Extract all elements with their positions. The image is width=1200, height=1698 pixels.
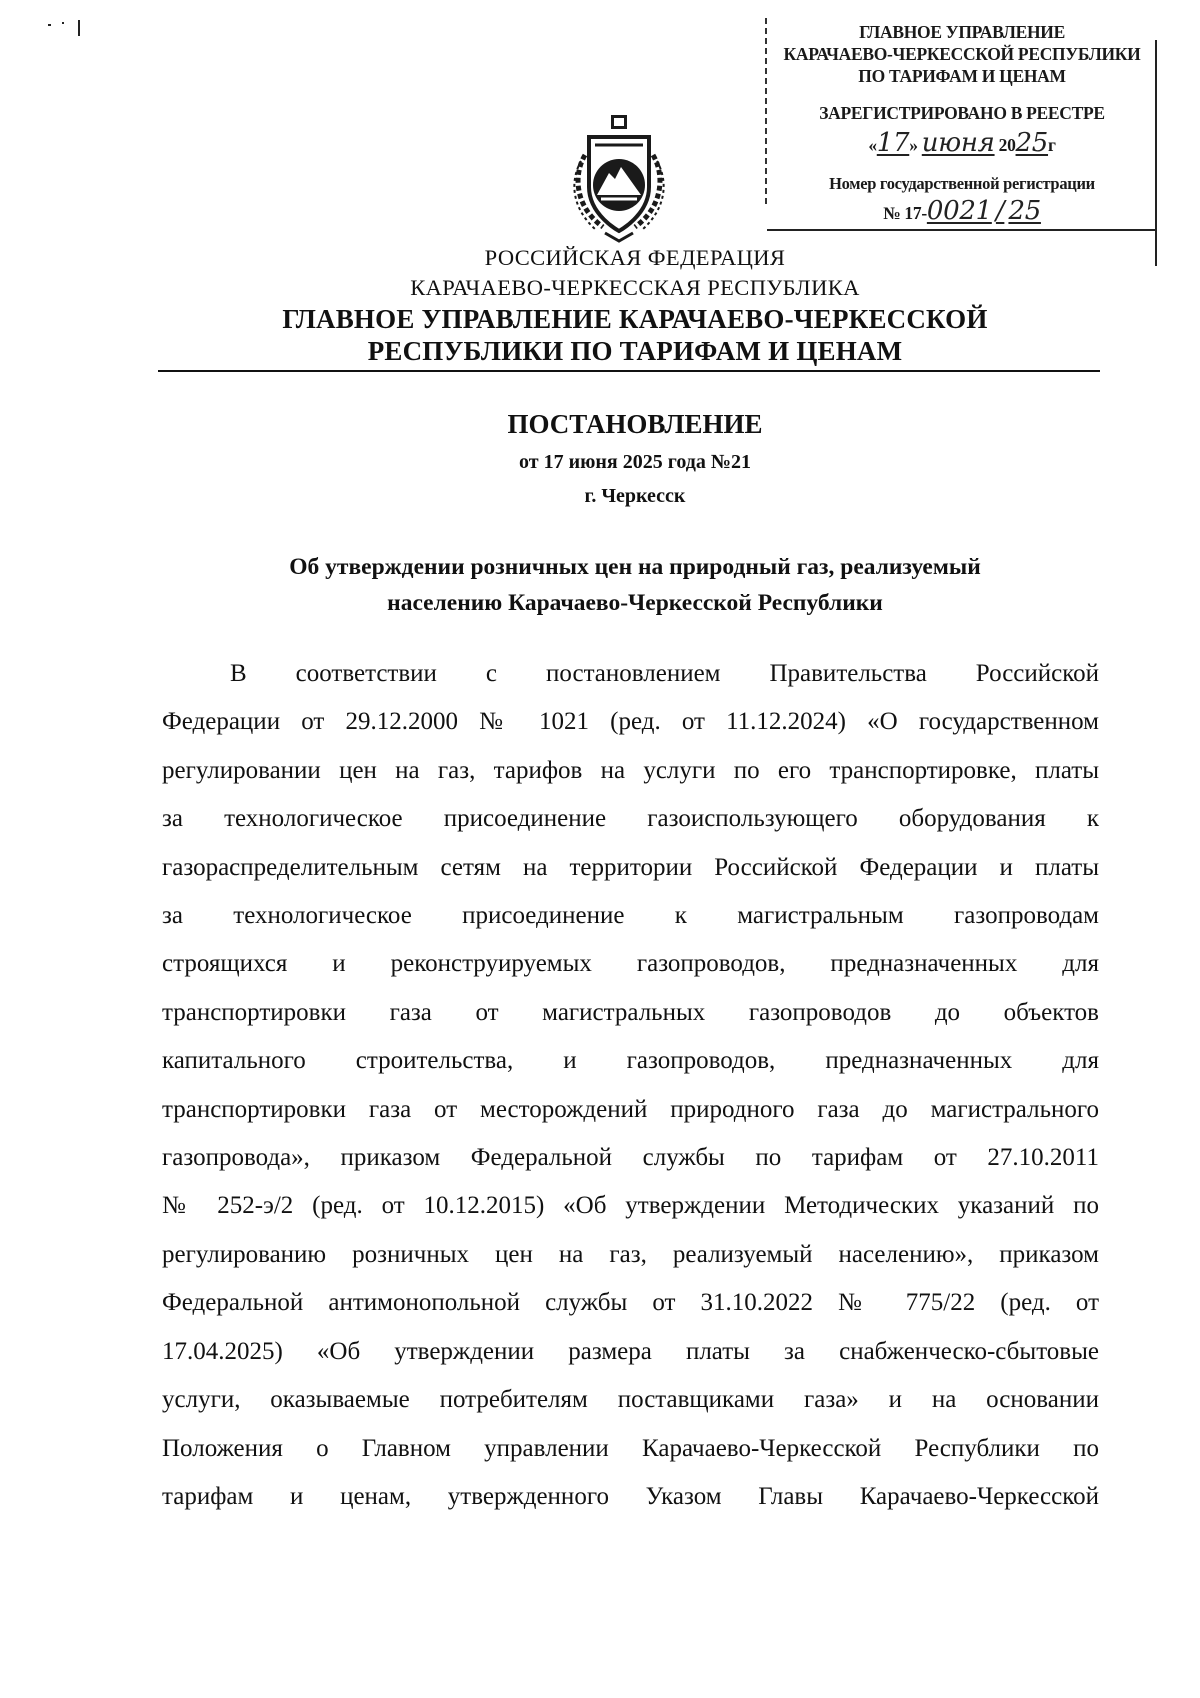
body-line: регулировании цен на газ, тарифов на услуги по его транспортировке, платы <box>162 756 1099 784</box>
stamp-reg-number <box>773 196 1151 226</box>
body-line: регулированию розничных цен на газ, реализуемый населению», приказом <box>162 1240 1099 1268</box>
stamp-date-day: 17 <box>876 128 910 158</box>
body-line: Положения о Главном управлении Карачаево-Черкесской Республики по <box>162 1434 1099 1462</box>
coat-of-arms-emblem <box>555 115 683 243</box>
body-line: за технологическое присоединение газоиспользующего оборудования к <box>162 805 1099 833</box>
stamp-authority-line1: ГЛАВНОЕ УПРАВЛЕНИЕ <box>859 22 1065 42</box>
header-country: РОССИЙСКАЯ ФЕДЕРАЦИЯ <box>484 245 786 270</box>
scan-speck <box>78 20 80 36</box>
document-body <box>162 650 1099 1521</box>
document-city: г. Черкесск <box>584 485 686 507</box>
body-line: газопровода», приказом Федеральной службы по тарифам от 27.10.2011 <box>162 1144 1099 1172</box>
stamp-frame-right <box>1155 40 1157 266</box>
body-line: газораспределительным сетям на территории Российской Федерации и платы <box>162 853 1099 881</box>
stamp-reg-number-value: 0021 <box>926 196 992 226</box>
stamp-reg-number-year: 25 <box>1008 196 1041 226</box>
header-republic: КАРАЧАЕВО-ЧЕРКЕССКАЯ РЕСПУБЛИКА <box>410 275 860 300</box>
stamp-authority-line2: КАРАЧАЕВО-ЧЕРКЕССКОЙ РЕСПУБЛИКИ <box>783 44 1141 64</box>
stamp-frame-bottom <box>767 229 1157 231</box>
body-line: № 252-э/2 (ред. от 10.12.2015) «Об утверждении Методических указаний по <box>162 1192 1099 1220</box>
body-line: Федерации от 29.12.2000 № 1021 (ред. от 11.12.2024) «О государственном <box>162 708 1099 736</box>
stamp-reg-number-separator: / <box>995 196 1005 226</box>
stamp-reg-number-label: Номер государственной регистрации <box>829 174 1095 193</box>
document-type: ПОСТАНОВЛЕНИЕ <box>507 409 763 439</box>
body-line: транспортировки газа от магистральных газопроводов до объектов <box>162 998 1099 1026</box>
stamp-date-open-quote: « <box>868 135 877 155</box>
stamp-registration-date <box>773 128 1151 158</box>
header-divider <box>158 370 1100 372</box>
body-line: строящихся и реконструируемых газопроводов, предназначенных для <box>162 950 1099 978</box>
body-line: В соответствии с постановлением Правительства Российской <box>230 660 1099 687</box>
scan-speck <box>48 24 51 26</box>
body-line: транспортировки газа от месторождений природного газа до магистрального <box>162 1095 1099 1123</box>
stamp-date-month: июня <box>921 128 995 158</box>
stamp-frame-left <box>765 18 767 204</box>
body-line: за технологическое присоединение к магистральным газопроводам <box>162 902 1099 930</box>
stamp-date-year-prefix: 20 <box>998 135 1016 155</box>
body-line: услуги, оказываемые потребителям поставщиками газа» и на основании <box>162 1386 1099 1414</box>
body-line: тарифам и ценам, утвержденного Указом Главы Карачаево-Черкесской <box>162 1482 1099 1510</box>
registration-stamp <box>765 18 1157 231</box>
document-subject-line2: населению Карачаево-Черкесской Республики <box>387 590 883 616</box>
body-line: 17.04.2025) «Об утверждении размера платы за снабженческо-сбытовые <box>162 1337 1099 1365</box>
stamp-reg-number-prefix: № 17- <box>883 203 927 223</box>
header-authority-line2: РЕСПУБЛИКИ ПО ТАРИФАМ И ЦЕНАМ <box>367 336 903 366</box>
stamp-date-close-quote: » <box>909 135 918 155</box>
body-line: капитального строительства, и газопроводов, предназначенных для <box>162 1047 1099 1075</box>
document-date-number: от 17 июня 2025 года №21 <box>519 451 751 473</box>
scan-speck <box>62 22 64 24</box>
stamp-registered-label: ЗАРЕГИСТРИРОВАНО В РЕЕСТРЕ <box>819 103 1105 123</box>
stamp-date-year-mark: г <box>1048 135 1056 155</box>
stamp-date-year-suffix: 25 <box>1015 128 1049 158</box>
stamp-authority-line3: ПО ТАРИФАМ И ЦЕНАМ <box>858 66 1066 86</box>
document-subject-line1: Об утверждении розничных цен на природный газ, реализуемый <box>289 554 981 580</box>
header-authority-line1: ГЛАВНОЕ УПРАВЛЕНИЕ КАРАЧАЕВО-ЧЕРКЕССКОЙ <box>282 304 988 334</box>
body-line: Федеральной антимонопольной службы от 31.10.2022 № 775/22 (ред. от <box>162 1289 1099 1317</box>
